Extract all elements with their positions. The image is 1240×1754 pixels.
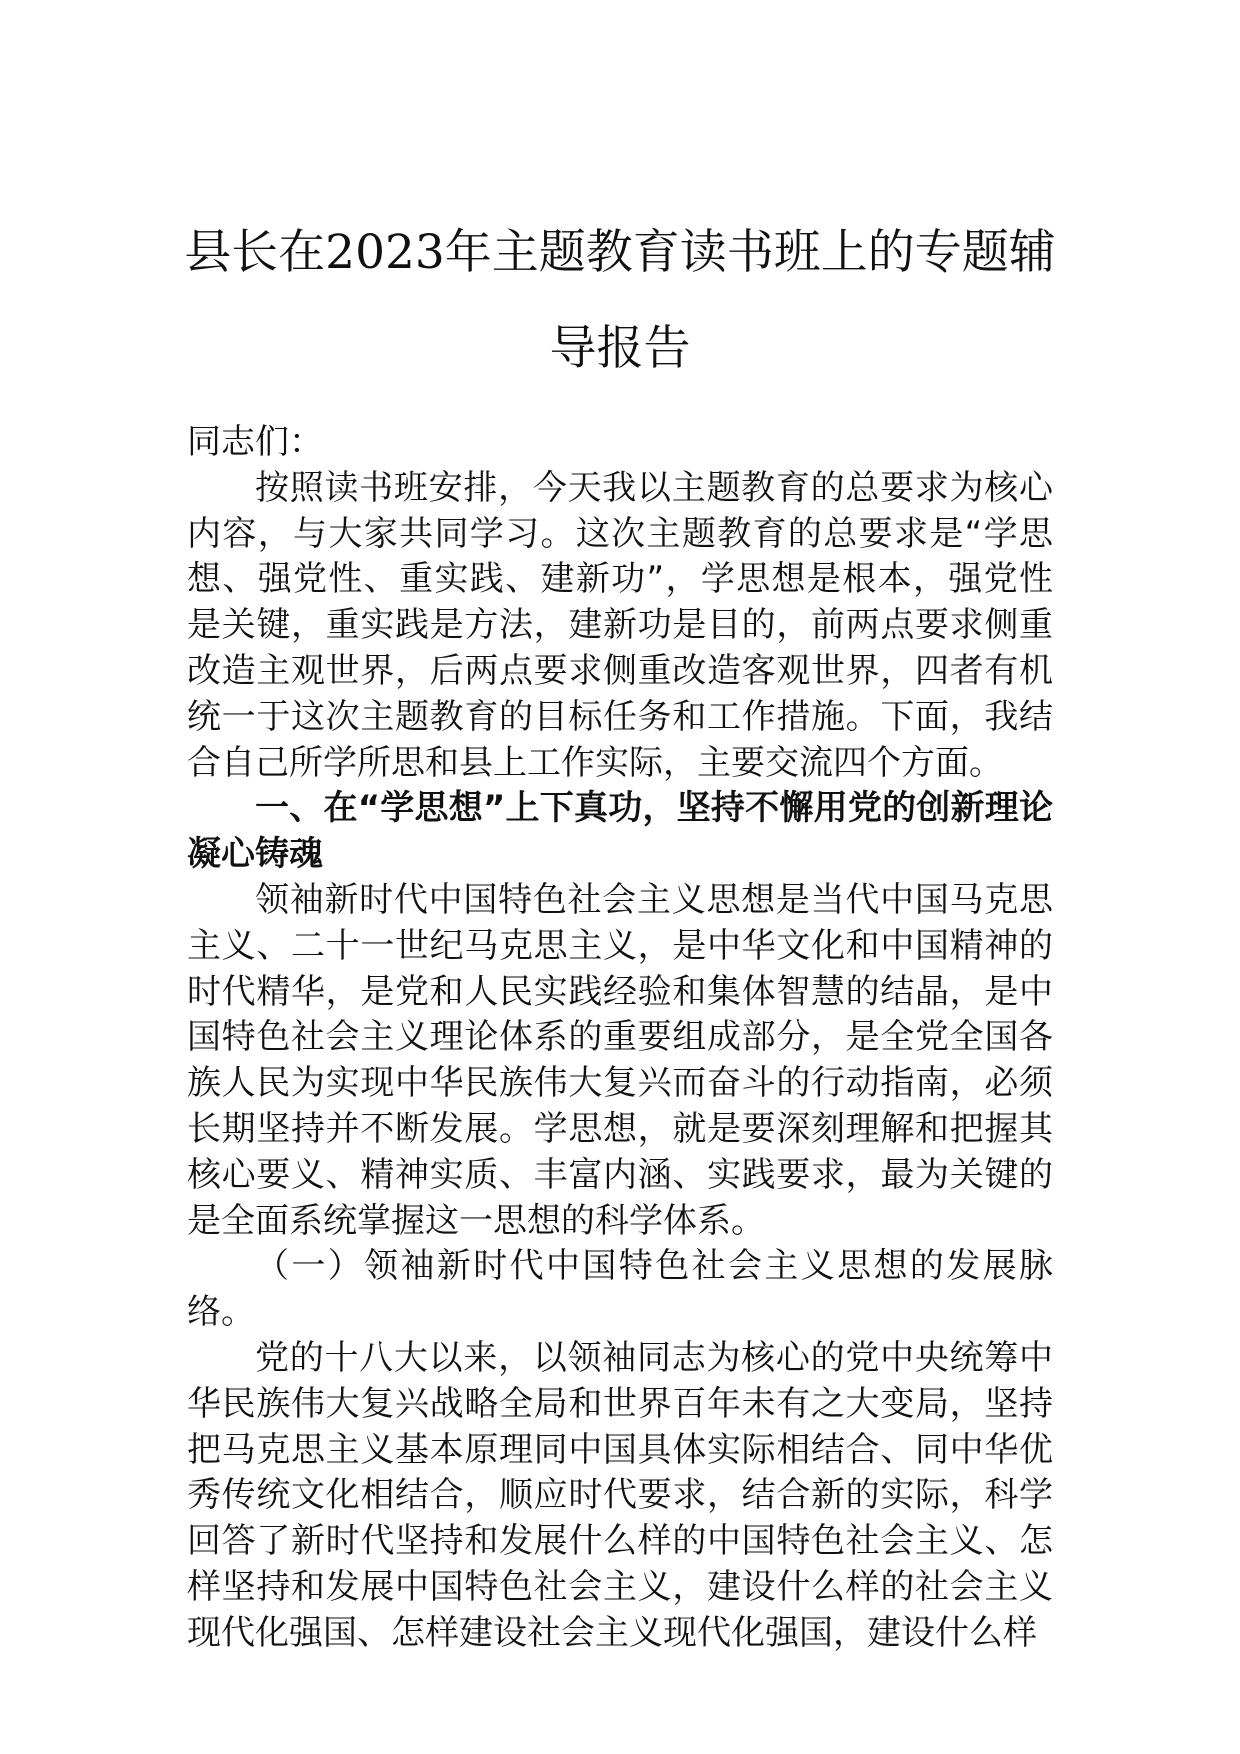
document-title: 县长在2023年主题教育读书班上的专题辅导报告: [184, 225, 1056, 376]
paragraph-development: 党的十八大以来，以领袖同志为核心的党中央统筹中华民族伟大复兴战略全局和世界百年未有之大变局，坚持把马克思主义基本原理同中国具体实际相结合、同中华优秀传统文化相结合，顺应时代要求，结合新的实际，科学回答了新时代坚持和发展什么样的中国特色社会主义、怎样坚持和发展中国特色社会主义，建设什么样的社会主义现代化强国、怎样建设社会主义现代化强国，建设什么样: [187, 1337, 1053, 1653]
paragraph-intro: 按照读书班安排，今天我以主题教育的总要求为核心内容，与大家共同学习。这次主题教育的总要求是“学思想、强党性、重实践、建新功”，学思想是根本，强党性是关键，重实践是方法，建新功是目的，前两点要求侧重改造主观世界，后两点要求侧重改造客观世界，四者有机统一于这次主题教育的目标任务和工作措施。下面，我结合自己所学所思和县上工作实际，主要交流四个方面。: [187, 467, 1053, 783]
salutation: 同志们：: [187, 422, 323, 462]
paragraph-thought: 领袖新时代中国特色社会主义思想是当代中国马克思主义、二十一世纪马克思主义，是中华文化和中国精神的时代精华，是党和人民实践经验和集体智慧的结晶，是中国特色社会主义理论体系的重要组成部分，是全党全国各族人民为实现中华民族伟大复兴而奋斗的行动指南，必须长期坚持并不断发展。学思想，就是要深刻理解和把握其核心要义、精神实质、丰富内涵、实践要求，最为关键的是全面系统掌握这一思想的科学体系。: [187, 879, 1053, 1241]
section-heading-1: 一、在“学思想”上下真功，坚持不懈用党的创新理论凝心铸魂: [187, 788, 1053, 875]
document-body: [187, 420, 1053, 1657]
subsection-heading-1: （一）领袖新时代中国特色社会主义思想的发展脉络。: [187, 1246, 1053, 1333]
